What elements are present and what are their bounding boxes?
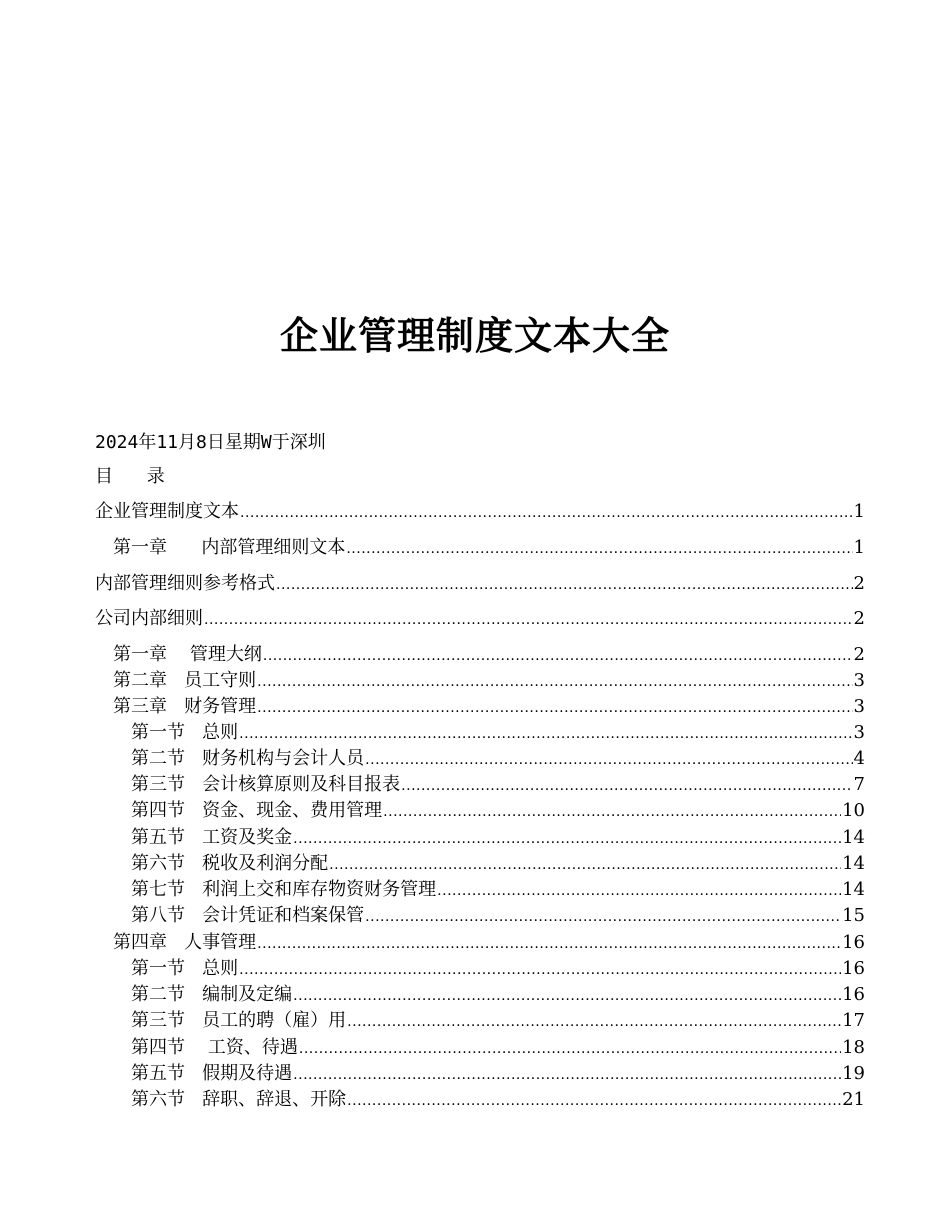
- toc-leader: [240, 501, 853, 525]
- toc-leader: [257, 670, 852, 694]
- toc-entry-label: 公司内部细则: [95, 608, 203, 629]
- toc-entry-label: 第二节 财务机构与会计人员: [131, 748, 365, 769]
- toc-entry[interactable]: [131, 747, 865, 772]
- toc-entry[interactable]: [95, 607, 865, 632]
- toc-entry-label: 第二节 编制及定编: [131, 984, 293, 1005]
- toc-entry[interactable]: [131, 773, 865, 798]
- toc-entry[interactable]: [113, 669, 865, 694]
- toc-entry[interactable]: [131, 721, 865, 746]
- toc-leader: [239, 958, 841, 982]
- toc-entry-label: 第一节 总则: [131, 958, 239, 979]
- toc-entry-label: 第六节 辞职、辞退、开除: [131, 1089, 347, 1110]
- toc-entry-label: 第七节 利润上交和库存物资财务管理: [131, 879, 437, 900]
- toc-entry[interactable]: [131, 878, 865, 903]
- toc-entry[interactable]: [131, 904, 865, 929]
- toc-entry-label: 第二章 员工守则: [113, 670, 257, 691]
- toc-heading: 目 录: [95, 466, 179, 487]
- toc-entry-page: 7: [853, 774, 865, 795]
- date-line: 2024年11月8日星期W于深圳: [95, 432, 326, 453]
- toc-entry[interactable]: [131, 1009, 865, 1034]
- toc-entry-label: 第四节 工资、待遇: [131, 1037, 298, 1058]
- toc-entry-page: 1: [853, 537, 865, 558]
- toc-leader: [346, 537, 852, 561]
- toc-entry[interactable]: [113, 931, 865, 956]
- toc-entry-page: 18: [842, 1037, 865, 1058]
- toc-entry[interactable]: [95, 500, 865, 525]
- toc-entry-page: 2: [853, 644, 865, 665]
- toc-entry-page: 3: [853, 722, 865, 743]
- toc-entry-label: 第五节 假期及待遇: [131, 1063, 293, 1084]
- toc-entry-label: 第三节 员工的聘（雇）用: [131, 1010, 347, 1031]
- toc-entry[interactable]: [131, 1036, 865, 1061]
- toc-leader: [293, 1063, 841, 1087]
- toc-entry-label: 第一节 总则: [131, 722, 239, 743]
- toc-leader: [299, 1037, 841, 1061]
- toc-entry[interactable]: [113, 643, 865, 668]
- toc-leader: [347, 1089, 841, 1113]
- toc-entry-page: 21: [842, 1089, 865, 1110]
- toc-entry-page: 10: [842, 800, 865, 821]
- toc-leader: [293, 984, 841, 1008]
- toc-leader: [293, 827, 841, 851]
- toc-entry-label: 第五节 工资及奖金: [131, 827, 293, 848]
- toc-entry-page: 19: [842, 1063, 865, 1084]
- toc-leader: [276, 573, 853, 597]
- toc-entry-label: 第四节 资金、现金、费用管理: [131, 800, 383, 821]
- toc-entry-label: 第三节 会计核算原则及科目报表: [131, 774, 401, 795]
- toc-entry-page: 2: [853, 573, 865, 594]
- toc-leader: [437, 879, 841, 903]
- toc-entry-page: 14: [842, 853, 865, 874]
- toc-entry-page: 3: [853, 670, 865, 691]
- toc-entry-label: 第八节 会计凭证和档案保管: [131, 905, 365, 926]
- toc-leader: [365, 905, 841, 929]
- toc-entry-label: 第四章 人事管理: [113, 932, 257, 953]
- toc-entry[interactable]: [95, 572, 865, 597]
- toc-leader: [329, 853, 841, 877]
- toc-leader: [239, 722, 852, 746]
- toc-entry-page: 4: [853, 748, 865, 769]
- toc-entry[interactable]: [131, 1088, 865, 1113]
- page-title: 企业管理制度文本大全: [279, 314, 670, 358]
- toc-entry-page: 14: [842, 879, 865, 900]
- toc-entry-page: 15: [842, 905, 865, 926]
- toc-entry-page: 16: [842, 958, 865, 979]
- toc-leader: [347, 1010, 841, 1034]
- toc-entry-page: 3: [853, 696, 865, 717]
- toc-leader: [257, 932, 841, 956]
- toc-entry[interactable]: [131, 826, 865, 851]
- toc-entry[interactable]: [131, 983, 865, 1008]
- toc-entry-label: 内部管理细则参考格式: [95, 573, 275, 594]
- toc-entry-label: 第一章 内部管理细则文本: [113, 537, 346, 558]
- toc-entry[interactable]: [131, 799, 865, 824]
- toc-entry[interactable]: [113, 536, 865, 561]
- toc-leader: [257, 696, 852, 720]
- toc-entry-page: 1: [853, 501, 865, 522]
- toc-entry-page: 14: [842, 827, 865, 848]
- toc-leader: [383, 800, 841, 824]
- toc-entry[interactable]: [131, 957, 865, 982]
- toc-entry[interactable]: [131, 1062, 865, 1087]
- toc-leader: [365, 748, 852, 772]
- toc-entry-page: 16: [842, 932, 865, 953]
- toc-entry-label: 第一章 管理大纲: [113, 644, 262, 665]
- toc-entry-label: 企业管理制度文本: [95, 501, 239, 522]
- toc-entry-page: 16: [842, 984, 865, 1005]
- toc-leader: [401, 774, 852, 798]
- toc-entry-page: 17: [842, 1010, 865, 1031]
- toc-leader: [263, 644, 853, 668]
- toc-entry-label: 第六节 税收及利润分配: [131, 853, 329, 874]
- toc-leader: [204, 608, 853, 632]
- toc-entry[interactable]: [113, 695, 865, 720]
- toc-entry[interactable]: [131, 852, 865, 877]
- toc-entry-page: 2: [853, 608, 865, 629]
- toc-entry-label: 第三章 财务管理: [113, 696, 257, 717]
